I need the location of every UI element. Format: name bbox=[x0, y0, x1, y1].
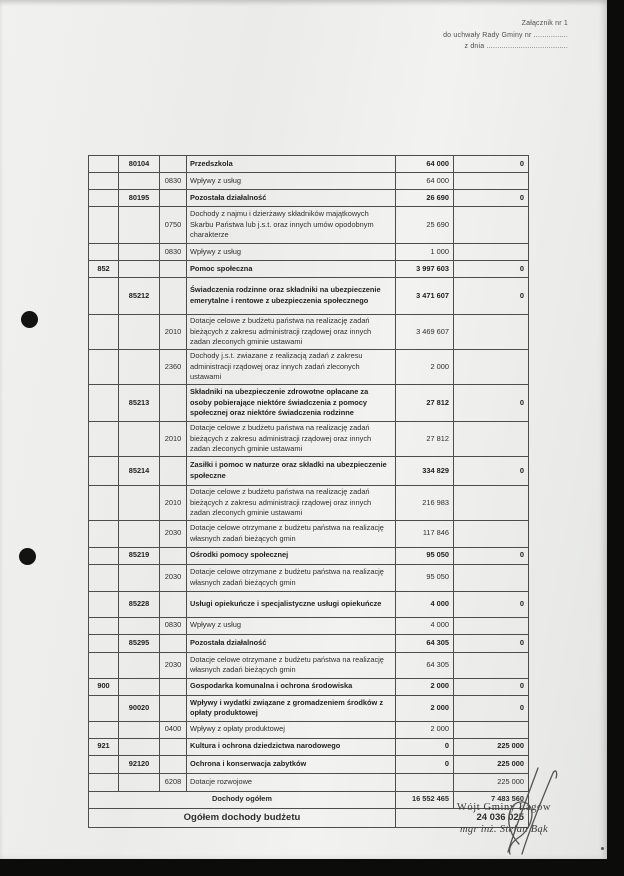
cell-v1: 95 050 bbox=[396, 564, 454, 591]
cell-rozdzial bbox=[119, 617, 160, 634]
cell-v1: 2 000 bbox=[396, 695, 454, 721]
punch-hole-top bbox=[21, 311, 38, 328]
table-row bbox=[89, 244, 529, 261]
cell-rozdzial: 85295 bbox=[119, 634, 160, 652]
cell-dzial bbox=[89, 207, 119, 244]
cell-desc: Wpływy i wydatki związane z gromadzeniem środków z opłaty produktowej bbox=[187, 695, 396, 721]
cell-v1: 64 000 bbox=[396, 173, 454, 190]
cell-desc: Dotacje celowe z budżetu państwa na realizację zadań bieżących z zakresu administracji rządowej oraz innych zadan zleconych gminie ustawami bbox=[187, 486, 396, 521]
cell-v1: 64 305 bbox=[396, 634, 454, 652]
cell-dzial bbox=[89, 385, 119, 422]
cell-paragraf: 0830 bbox=[160, 173, 187, 190]
cell-rozdzial bbox=[119, 207, 160, 244]
cell-v2 bbox=[454, 520, 529, 547]
cell-v1: 117 846 bbox=[396, 520, 454, 547]
cell-paragraf bbox=[160, 457, 187, 486]
cell-rozdzial: 85214 bbox=[119, 457, 160, 486]
cell-dzial bbox=[89, 315, 119, 350]
cell-v2 bbox=[454, 617, 529, 634]
cell-v1: 2 000 bbox=[396, 678, 454, 695]
cell-v2: 0 bbox=[454, 278, 529, 315]
cell-dzial bbox=[89, 520, 119, 547]
table-row bbox=[89, 695, 529, 721]
cell-dzial bbox=[89, 564, 119, 591]
cell-v1: 64 305 bbox=[396, 652, 454, 678]
cell-v2 bbox=[454, 652, 529, 678]
budget-table-body bbox=[89, 156, 529, 792]
signature-block bbox=[436, 802, 572, 835]
attachment-line-2: do uchwały Rady Gminy nr ................ bbox=[443, 31, 568, 39]
summary-value-2: 7 483 560 bbox=[454, 791, 529, 808]
cell-rozdzial bbox=[119, 721, 160, 738]
cell-desc: Kultura i ochrona dziedzictwa narodowego bbox=[187, 738, 396, 755]
cell-v2 bbox=[454, 350, 529, 385]
signature-name: mgr inż. Stefan Bąk bbox=[460, 824, 548, 835]
attachment-line-3: z dnia ...................................... bbox=[464, 43, 568, 50]
table-row bbox=[89, 617, 529, 634]
cell-dzial bbox=[89, 591, 119, 617]
cell-v2 bbox=[454, 244, 529, 261]
cell-v1: 216 983 bbox=[396, 486, 454, 521]
cell-paragraf: 2010 bbox=[160, 486, 187, 521]
cell-v2: 225 000 bbox=[454, 755, 529, 773]
table-row bbox=[89, 486, 529, 521]
scan-speck bbox=[601, 847, 604, 850]
cell-dzial bbox=[89, 422, 119, 457]
table-row bbox=[89, 190, 529, 207]
cell-v2: 225 000 bbox=[454, 773, 529, 791]
cell-v2 bbox=[454, 721, 529, 738]
cell-desc: Pozostała działalność bbox=[187, 190, 396, 207]
punch-hole-bottom bbox=[19, 548, 36, 565]
cell-rozdzial: 85213 bbox=[119, 385, 160, 422]
cell-dzial bbox=[89, 173, 119, 190]
cell-rozdzial: 80195 bbox=[119, 190, 160, 207]
cell-rozdzial bbox=[119, 738, 160, 755]
cell-v1: 4 000 bbox=[396, 617, 454, 634]
cell-rozdzial: 85228 bbox=[119, 591, 160, 617]
cell-paragraf: 2010 bbox=[160, 422, 187, 457]
cell-paragraf bbox=[160, 755, 187, 773]
cell-desc: Pozostała działalność bbox=[187, 634, 396, 652]
cell-paragraf: 0830 bbox=[160, 617, 187, 634]
cell-v2 bbox=[454, 207, 529, 244]
total-value: 24 036 025 bbox=[396, 808, 529, 827]
cell-v1: 27 812 bbox=[396, 385, 454, 422]
cell-desc: Dotacje celowe otrzymane z budżetu państwa na realizację własnych zadań bieżących gmin bbox=[187, 564, 396, 591]
table-row bbox=[89, 520, 529, 547]
cell-v2: 0 bbox=[454, 695, 529, 721]
cell-paragraf: 2030 bbox=[160, 652, 187, 678]
cell-rozdzial bbox=[119, 773, 160, 791]
cell-rozdzial bbox=[119, 520, 160, 547]
cell-v1: 95 050 bbox=[396, 547, 454, 564]
table-row bbox=[89, 564, 529, 591]
cell-desc: Świadczenia rodzinne oraz składniki na ubezpieczenie emerytalne i rentowe z ubezpieczenia społecznego bbox=[187, 278, 396, 315]
cell-desc: Wpływy z usług bbox=[187, 173, 396, 190]
table-row bbox=[89, 385, 529, 422]
cell-paragraf: 0830 bbox=[160, 244, 187, 261]
cell-v1: 3 997 603 bbox=[396, 261, 454, 278]
cell-paragraf bbox=[160, 678, 187, 695]
cell-paragraf bbox=[160, 738, 187, 755]
cell-dzial bbox=[89, 755, 119, 773]
cell-rozdzial bbox=[119, 244, 160, 261]
table-row bbox=[89, 261, 529, 278]
cell-paragraf bbox=[160, 190, 187, 207]
table-row bbox=[89, 315, 529, 350]
cell-desc: Dochody z najmu i dzierżawy składników majątkowych Skarbu Państwa lub j.s.t. oraz innych umów opodobnym charakterze bbox=[187, 207, 396, 244]
signature-title: Wójt Gminy Łagów bbox=[456, 802, 552, 813]
cell-desc: Wpływy z usług bbox=[187, 244, 396, 261]
budget-table-container bbox=[88, 155, 529, 828]
cell-dzial bbox=[89, 457, 119, 486]
cell-paragraf bbox=[160, 278, 187, 315]
cell-desc: Wpływy z usług bbox=[187, 617, 396, 634]
cell-paragraf: 6208 bbox=[160, 773, 187, 791]
cell-v2 bbox=[454, 564, 529, 591]
cell-v2: 0 bbox=[454, 385, 529, 422]
cell-dzial bbox=[89, 190, 119, 207]
budget-table bbox=[88, 155, 529, 828]
cell-rozdzial: 80104 bbox=[119, 156, 160, 173]
table-row bbox=[89, 738, 529, 755]
cell-dzial bbox=[89, 156, 119, 173]
cell-desc: Wpływy z opłaty produktowej bbox=[187, 721, 396, 738]
cell-v1: 64 000 bbox=[396, 156, 454, 173]
table-row bbox=[89, 547, 529, 564]
summary-label: Dochody ogółem bbox=[89, 791, 396, 808]
cell-rozdzial bbox=[119, 678, 160, 695]
cell-rozdzial: 85212 bbox=[119, 278, 160, 315]
cell-paragraf bbox=[160, 547, 187, 564]
cell-paragraf: 0750 bbox=[160, 207, 187, 244]
cell-rozdzial bbox=[119, 350, 160, 385]
cell-v2: 0 bbox=[454, 678, 529, 695]
table-row bbox=[89, 634, 529, 652]
cell-dzial bbox=[89, 773, 119, 791]
cell-v1: 2 000 bbox=[396, 350, 454, 385]
cell-v1: 3 471 607 bbox=[396, 278, 454, 315]
cell-dzial: 921 bbox=[89, 738, 119, 755]
cell-paragraf: 0400 bbox=[160, 721, 187, 738]
cell-v1: 3 469 607 bbox=[396, 315, 454, 350]
cell-paragraf bbox=[160, 591, 187, 617]
cell-desc: Przedszkola bbox=[187, 156, 396, 173]
cell-rozdzial bbox=[119, 486, 160, 521]
table-row bbox=[89, 591, 529, 617]
table-row bbox=[89, 457, 529, 486]
table-row bbox=[89, 207, 529, 244]
cell-desc: Zasiłki i pomoc w naturze oraz składki na ubezpieczenie społeczne bbox=[187, 457, 396, 486]
cell-paragraf: 2030 bbox=[160, 520, 187, 547]
cell-v1 bbox=[396, 773, 454, 791]
cell-dzial bbox=[89, 350, 119, 385]
cell-dzial: 852 bbox=[89, 261, 119, 278]
cell-desc: Dotacje celowe z budżetu państwa na realizację zadań bieżących z zakresu administracji rządowej oraz innych zadan zleconych gminie ustawami bbox=[187, 422, 396, 457]
cell-v2 bbox=[454, 173, 529, 190]
cell-desc: Pomoc społeczna bbox=[187, 261, 396, 278]
cell-dzial bbox=[89, 617, 119, 634]
table-row bbox=[89, 278, 529, 315]
cell-desc: Ochrona i konserwacja zabytków bbox=[187, 755, 396, 773]
cell-v1: 334 829 bbox=[396, 457, 454, 486]
cell-paragraf bbox=[160, 156, 187, 173]
cell-dzial bbox=[89, 652, 119, 678]
cell-dzial bbox=[89, 695, 119, 721]
cell-paragraf bbox=[160, 634, 187, 652]
cell-desc: Dotacje celowe otrzymane z budżetu państwa na realizację własnych zadań bieżących gmin bbox=[187, 652, 396, 678]
cell-paragraf: 2030 bbox=[160, 564, 187, 591]
cell-v1: 2 000 bbox=[396, 721, 454, 738]
cell-v2: 0 bbox=[454, 190, 529, 207]
cell-dzial bbox=[89, 721, 119, 738]
table-row bbox=[89, 678, 529, 695]
cell-v2 bbox=[454, 422, 529, 457]
cell-v2 bbox=[454, 315, 529, 350]
cell-desc: Ośrodki pomocy społecznej bbox=[187, 547, 396, 564]
cell-dzial bbox=[89, 486, 119, 521]
cell-rozdzial: 92120 bbox=[119, 755, 160, 773]
table-row bbox=[89, 652, 529, 678]
cell-v2: 225 000 bbox=[454, 738, 529, 755]
cell-v1: 27 812 bbox=[396, 422, 454, 457]
cell-paragraf bbox=[160, 385, 187, 422]
cell-v1: 4 000 bbox=[396, 591, 454, 617]
attachment-line-1: Załącznik nr 1 bbox=[521, 20, 568, 27]
table-row bbox=[89, 773, 529, 791]
cell-desc: Dotacje celowe otrzymane z budżetu państwa na realizację własnych zadań bieżących gmin bbox=[187, 520, 396, 547]
cell-v1: 25 690 bbox=[396, 207, 454, 244]
cell-rozdzial: 90020 bbox=[119, 695, 160, 721]
cell-v2: 0 bbox=[454, 261, 529, 278]
cell-paragraf: 2010 bbox=[160, 315, 187, 350]
table-row bbox=[89, 350, 529, 385]
cell-dzial bbox=[89, 547, 119, 564]
cell-v2: 0 bbox=[454, 547, 529, 564]
cell-desc: Dochody j.s.t. zwiazane z realizacją zadań z zakresu administracji rządowej oraz innych zadań zleconych ustawami bbox=[187, 350, 396, 385]
cell-v2: 0 bbox=[454, 634, 529, 652]
table-row bbox=[89, 721, 529, 738]
cell-dzial bbox=[89, 278, 119, 315]
cell-paragraf: 2360 bbox=[160, 350, 187, 385]
cell-v1: 26 690 bbox=[396, 190, 454, 207]
cell-desc: Dotacje celowe z budżetu państwa na realizację zadań bieżących z zakresu administracji rządowej oraz innych zadan zleconych gminie ustawami bbox=[187, 315, 396, 350]
cell-rozdzial: 85219 bbox=[119, 547, 160, 564]
cell-rozdzial bbox=[119, 173, 160, 190]
cell-v2: 0 bbox=[454, 156, 529, 173]
cell-paragraf bbox=[160, 695, 187, 721]
cell-paragraf bbox=[160, 261, 187, 278]
summary-value-1: 16 552 465 bbox=[396, 791, 454, 808]
table-row bbox=[89, 422, 529, 457]
cell-v1: 1 000 bbox=[396, 244, 454, 261]
cell-dzial: 900 bbox=[89, 678, 119, 695]
cell-desc: Dotacje rozwojowe bbox=[187, 773, 396, 791]
attachment-note bbox=[443, 18, 568, 53]
cell-desc: Składniki na ubezpieczenie zdrowotne opłacane za osoby pobierające niektóre świadczenia z pomocy społecznej oraz niektóre świadczenia rodzinne bbox=[187, 385, 396, 422]
cell-v1: 0 bbox=[396, 738, 454, 755]
cell-v1: 0 bbox=[396, 755, 454, 773]
cell-desc: Gospodarka komunalna i ochrona środowiska bbox=[187, 678, 396, 695]
cell-dzial bbox=[89, 244, 119, 261]
cell-v2 bbox=[454, 486, 529, 521]
table-row bbox=[89, 173, 529, 190]
cell-rozdzial bbox=[119, 315, 160, 350]
cell-desc: Usługi opiekuńcze i specjalistyczne usługi opiekuńcze bbox=[187, 591, 396, 617]
cell-rozdzial bbox=[119, 564, 160, 591]
cell-v2: 0 bbox=[454, 457, 529, 486]
cell-dzial bbox=[89, 634, 119, 652]
cell-rozdzial bbox=[119, 652, 160, 678]
table-row bbox=[89, 755, 529, 773]
cell-rozdzial bbox=[119, 261, 160, 278]
table-row bbox=[89, 156, 529, 173]
cell-rozdzial bbox=[119, 422, 160, 457]
cell-v2: 0 bbox=[454, 591, 529, 617]
total-label: Ogółem dochody budżetu bbox=[89, 808, 396, 827]
